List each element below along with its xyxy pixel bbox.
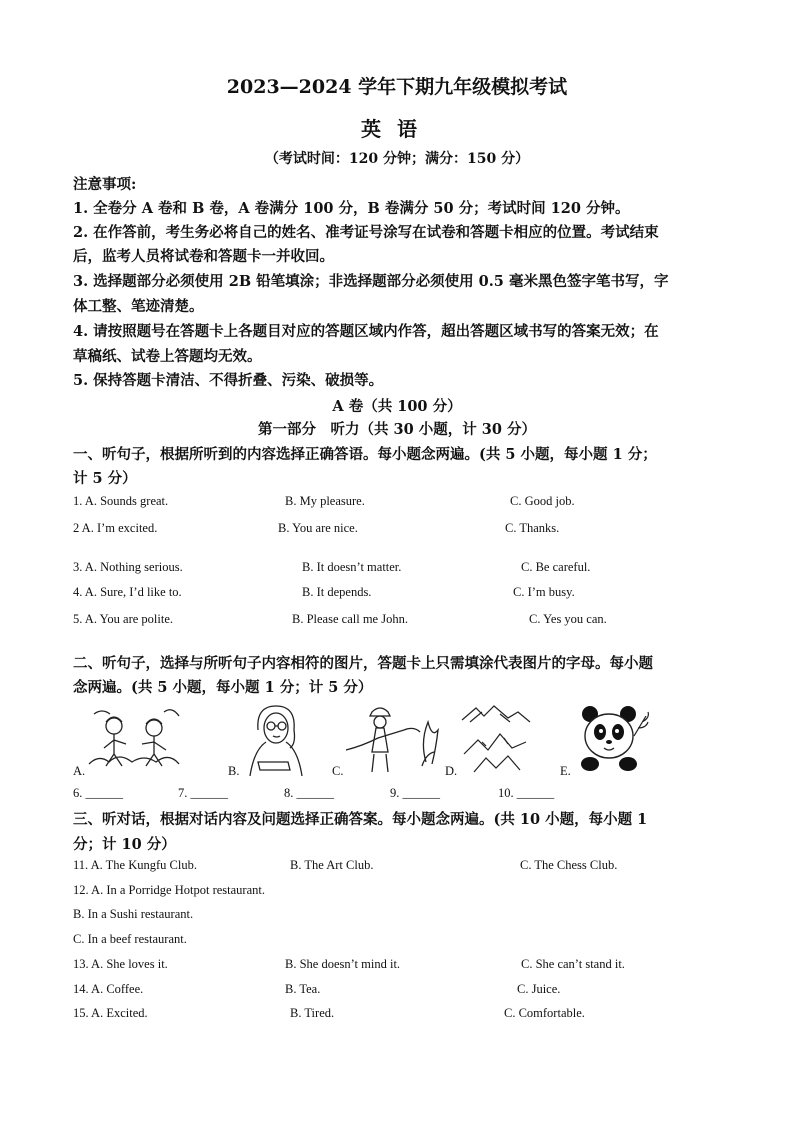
- option-b: B. She doesn’t mind it.: [285, 957, 401, 971]
- part1-heading: 第一部分 听力（共 30 小题，计 30 分）: [257, 421, 537, 438]
- section1-instruction: 一、听句子，根据所听到的内容选择正确答语。每小题念两遍。(共 5 小题，每小题 1 分；: [73, 446, 657, 463]
- option-c: C. I’m busy.: [513, 585, 575, 599]
- option-b: B. Tea.: [285, 982, 321, 996]
- section3-instruction: 三、听对话，根据对话内容及问题选择正确答案。每小题念两遍。(共 10 小题，每小题 1: [73, 811, 648, 828]
- exam-title: 2023—2024 学年下期九年级模拟考试: [226, 76, 568, 98]
- option-b: B. It depends.: [302, 585, 372, 599]
- option-b: B. In a Sushi restaurant.: [73, 907, 194, 921]
- picture-label: A.: [73, 764, 86, 778]
- option-a: 1. A. Sounds great.: [73, 494, 169, 508]
- option-a: 12. A. In a Porridge Hotpot restaurant.: [73, 883, 265, 897]
- option-b: B. Please call me John.: [292, 612, 408, 626]
- answer-blank-7[interactable]: 7. ______: [178, 786, 228, 800]
- option-c: C. In a beef restaurant.: [73, 932, 187, 946]
- picture-c-firefighter: [342, 702, 442, 776]
- option-a: 14. A. Coffee.: [73, 982, 144, 996]
- picture-label: B.: [228, 764, 240, 778]
- section2-instruction-cont: 念两遍。(共 5 小题，每小题 1 分；计 5 分）: [73, 679, 373, 696]
- answer-blank-9[interactable]: 9. ______: [390, 786, 440, 800]
- picture-a-children-talking: [84, 704, 184, 774]
- picture-label: E.: [560, 764, 571, 778]
- answer-blank-8[interactable]: 8. ______: [284, 786, 334, 800]
- notes-heading: 注意事项:: [73, 176, 137, 193]
- option-a: 11. A. The Kungfu Club.: [73, 858, 197, 872]
- option-c: C. She can’t stand it.: [521, 957, 625, 971]
- option-b: B. You are nice.: [278, 521, 358, 535]
- option-a: 2 A. I’m excited.: [73, 521, 158, 535]
- part-a-heading: A 卷（共 100 分）: [332, 398, 462, 415]
- option-b: B. It doesn’t matter.: [302, 560, 402, 574]
- option-a: 13. A. She loves it.: [73, 957, 168, 971]
- note-line: 体工整、笔迹清楚。: [73, 298, 204, 315]
- picture-d-mountains: [460, 702, 532, 776]
- option-c: C. The Chess Club.: [520, 858, 618, 872]
- section1-instruction-cont: 计 5 分）: [73, 470, 137, 487]
- picture-label: D.: [445, 764, 458, 778]
- option-b: B. My pleasure.: [285, 494, 365, 508]
- subject-title: 英语: [361, 117, 433, 141]
- section3-instruction-cont: 分；计 10 分）: [73, 836, 176, 853]
- option-c: C. Yes you can.: [529, 612, 607, 626]
- option-a: 3. A. Nothing serious.: [73, 560, 183, 574]
- option-a: 5. A. You are polite.: [73, 612, 173, 626]
- section2-instruction: 二、听句子，选择与所听句子内容相符的图片，答题卡上只需填涂代表图片的字母。每小题: [73, 655, 653, 672]
- option-c: C. Comfortable.: [504, 1006, 585, 1020]
- option-c: C. Be careful.: [521, 560, 591, 574]
- note-line: 1. 全卷分 A 卷和 B 卷，A 卷满分 100 分，B 卷满分 50 分；考试时间 120 分钟。: [73, 200, 630, 217]
- answer-blank-10[interactable]: 10. ______: [498, 786, 555, 800]
- note-line: 2. 在作答前，考生务必将自己的姓名、准考证号涂写在试卷和答题卡相应的位置。考试结束: [73, 224, 659, 241]
- option-b: B. The Art Club.: [290, 858, 374, 872]
- note-line: 3. 选择题部分必须使用 2B 铅笔填涂；非选择题部分必须使用 0.5 毫米黑色签字笔书写，字: [73, 273, 669, 290]
- option-b: B. Tired.: [290, 1006, 335, 1020]
- option-c: C. Good job.: [510, 494, 575, 508]
- picture-b-woman-reading: [240, 700, 310, 778]
- picture-e-panda: [576, 702, 652, 776]
- note-line: 后，监考人员将试卷和答题卡一并收回。: [73, 248, 334, 265]
- exam-info: （考试时间：120 分钟；满分：150 分）: [264, 151, 530, 167]
- note-line: 5. 保持答题卡清洁、不得折叠、污染、破损等。: [73, 372, 384, 389]
- option-c: C. Thanks.: [505, 521, 560, 535]
- picture-label: C.: [332, 764, 344, 778]
- note-line: 草稿纸、试卷上答题均无效。: [73, 348, 262, 365]
- option-a: 15. A. Excited.: [73, 1006, 148, 1020]
- answer-blank-6[interactable]: 6. ______: [73, 786, 123, 800]
- option-c: C. Juice.: [517, 982, 561, 996]
- option-a: 4. A. Sure, I’d like to.: [73, 585, 182, 599]
- note-line: 4. 请按照题号在答题卡上各题目对应的答题区域内作答，超出答题区域书写的答案无效；在: [73, 323, 659, 340]
